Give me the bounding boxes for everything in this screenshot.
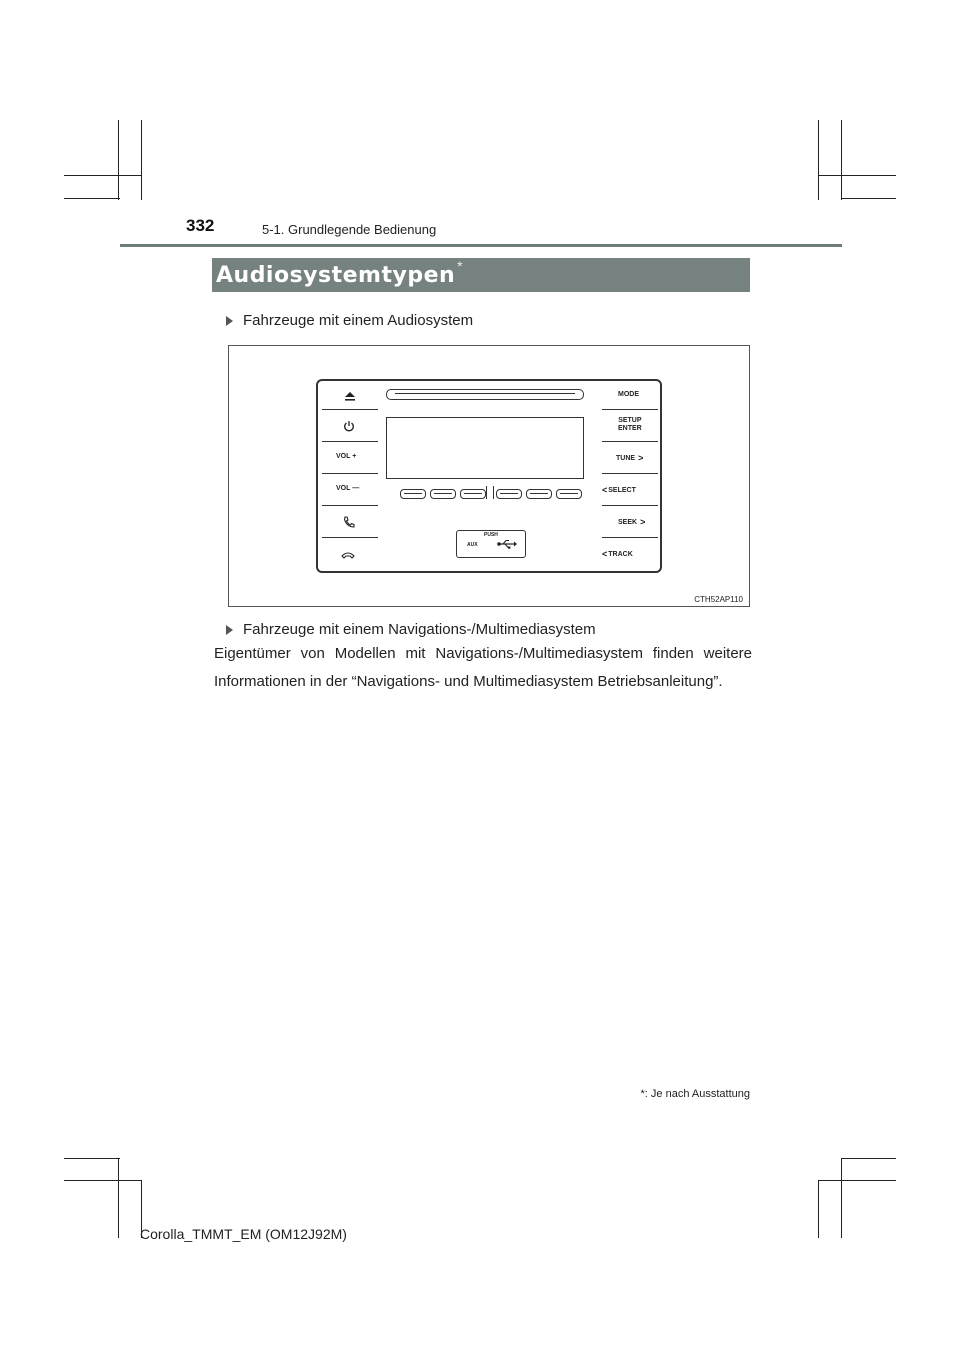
crop-mark: [118, 120, 119, 200]
crop-mark: [64, 198, 120, 199]
cd-slot: [386, 389, 584, 400]
crop-mark: [64, 1158, 120, 1159]
bullet-text: Fahrzeuge mit einem Audiosystem: [243, 312, 474, 329]
preset-divider: [486, 486, 494, 499]
crop-mark: [64, 175, 142, 176]
chevron-left-icon: <: [602, 485, 608, 495]
crop-mark: [64, 1180, 142, 1181]
vol-up-button[interactable]: VOL +: [336, 453, 357, 460]
power-icon: [342, 419, 356, 433]
aux-label: AUX: [467, 542, 478, 548]
crop-mark: [818, 1180, 819, 1238]
tune-button[interactable]: TUNE >: [616, 453, 644, 463]
phone-pickup-button[interactable]: [342, 515, 356, 529]
crop-mark: [818, 175, 896, 176]
preset-button[interactable]: [496, 489, 522, 499]
crop-mark: [818, 120, 819, 200]
crop-mark: [841, 120, 842, 200]
seek-button[interactable]: SEEK >: [618, 517, 646, 527]
eject-icon: [342, 390, 358, 402]
chevron-left-icon: <: [602, 549, 608, 559]
page-title: Audiosystemtypen: [216, 262, 456, 288]
mode-button[interactable]: MODE: [618, 391, 639, 398]
bullet-text: Fahrzeuge mit einem Navigations-/Multimediasystem: [243, 621, 596, 638]
phone-hangup-icon: [340, 550, 356, 560]
chevron-right-icon: >: [640, 517, 646, 527]
usb-icon: [497, 539, 517, 549]
crop-mark: [841, 1158, 896, 1159]
preset-button[interactable]: [556, 489, 582, 499]
triangle-bullet-icon: [226, 316, 233, 326]
setup-enter-button[interactable]: SETUP ENTER: [618, 417, 642, 432]
preset-button[interactable]: [400, 489, 426, 499]
preset-button[interactable]: [430, 489, 456, 499]
power-button[interactable]: [342, 419, 356, 433]
crop-mark: [141, 120, 142, 200]
asterisk-mark: *: [457, 258, 463, 274]
phone-pickup-icon: [342, 515, 356, 529]
track-button[interactable]: < TRACK: [602, 549, 633, 559]
triangle-bullet-icon: [226, 625, 233, 635]
eject-button[interactable]: [342, 389, 358, 401]
footnote: *: Je nach Ausstattung: [640, 1088, 750, 1100]
footer-doc-id: Corolla_TMMT_EM (OM12J92M): [140, 1226, 347, 1242]
crop-mark: [818, 1180, 896, 1181]
header-rule: [120, 244, 842, 247]
push-label: PUSH: [484, 532, 498, 538]
crop-mark: [118, 1158, 119, 1238]
figure-code: CTH52AP110: [694, 595, 743, 604]
select-button[interactable]: < SELECT: [602, 485, 636, 495]
display-screen: [386, 417, 584, 479]
preset-button[interactable]: [460, 489, 486, 499]
preset-button[interactable]: [526, 489, 552, 499]
aux-usb-port[interactable]: [456, 530, 526, 558]
bullet-item: [226, 312, 473, 329]
phone-hangup-button[interactable]: [340, 547, 356, 557]
page-number: 332: [186, 216, 215, 235]
crop-mark: [841, 1158, 842, 1238]
vol-down-button[interactable]: VOL —: [336, 485, 360, 492]
crop-mark: [841, 198, 896, 199]
heading-bar: [212, 258, 750, 292]
audio-panel: [316, 379, 662, 573]
body-paragraph: Eigentümer von Modellen mit Navigations-/Multimediasystem finden weitere Informationen in der “Navigations- und Multimediasystem Betriebsanleitung”.: [214, 645, 752, 690]
bullet-item: [226, 621, 596, 638]
chevron-right-icon: >: [638, 453, 644, 463]
section-title: 5-1. Grundlegende Bedienung: [262, 222, 437, 237]
